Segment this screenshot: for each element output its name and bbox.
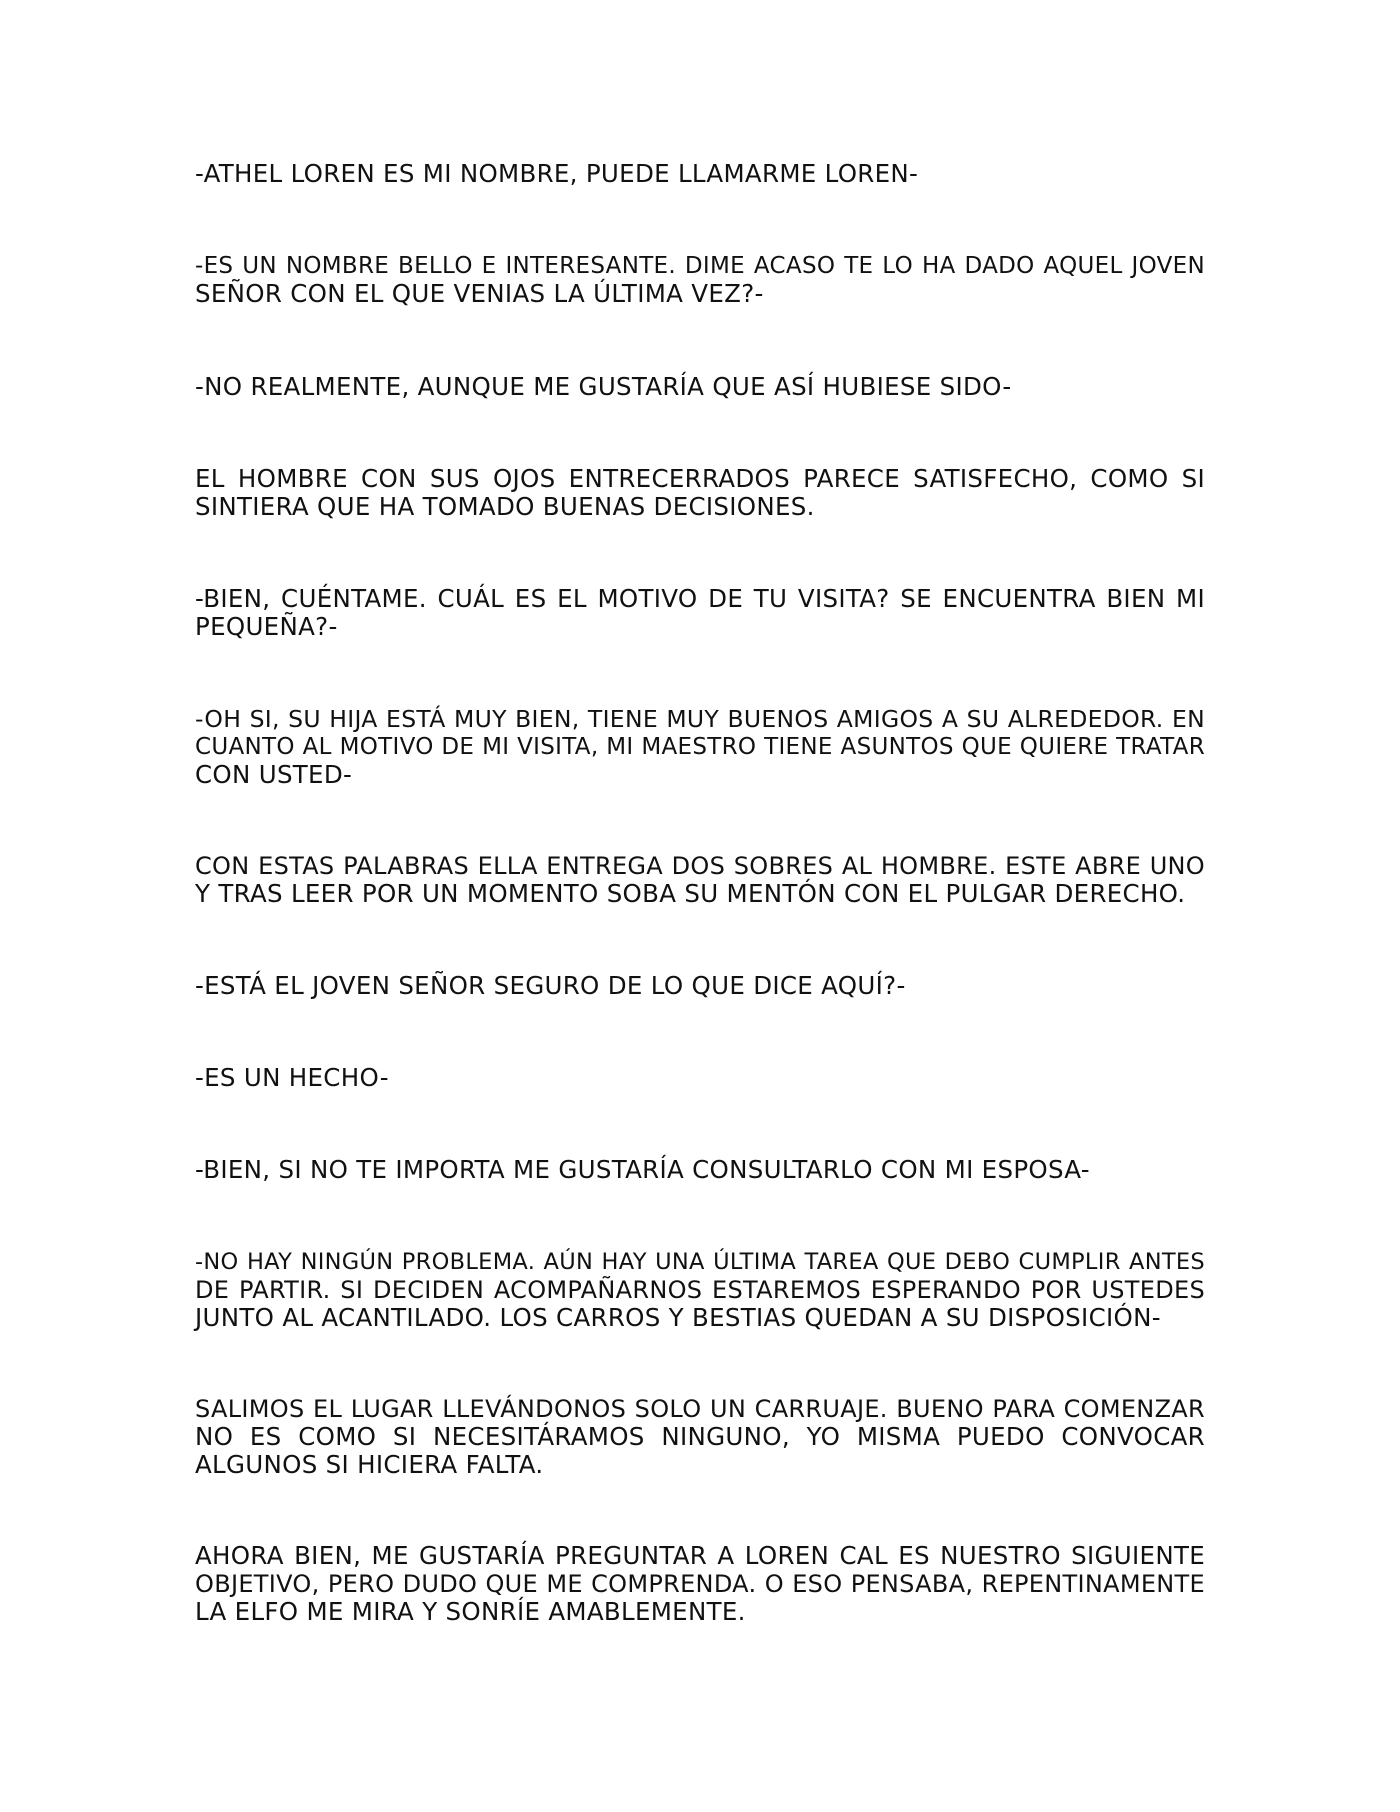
paragraph-line: CUANTO AL MOTIVO DE MI VISITA, MI MAESTRO TIENE ASUNTOS QUE QUIERE TRATAR xyxy=(195,734,1205,760)
paragraph-line: EL HOMBRE CON SUS OJOS ENTRECERRADOS PARECE SATISFECHO, COMO SI xyxy=(195,464,1205,493)
paragraph-4 xyxy=(195,465,1205,521)
paragraph-line: SINTIERA QUE HA TOMADO BUENAS DECISIONES. xyxy=(195,492,815,521)
paragraph-10 xyxy=(195,1156,1205,1184)
paragraph-12 xyxy=(195,1395,1205,1479)
paragraph-line: LA ELFO ME MIRA Y SONRÍE AMABLEMENTE. xyxy=(195,1597,746,1626)
paragraph-line: -ES UN NOMBRE BELLO E INTERESANTE. DIME ACASO TE LO HA DADO AQUEL JOVEN xyxy=(195,253,1205,279)
paragraph-line: SALIMOS EL LUGAR LLEVÁNDONOS SOLO UN CARRUAJE. BUENO PARA COMENZAR xyxy=(195,1395,1205,1423)
paragraph-line: PEQUEÑA?- xyxy=(195,612,338,641)
paragraph-line: OBJETIVO, PERO DUDO QUE ME COMPRENDA. O ESO PENSABA, REPENTINAMENTE xyxy=(195,1570,1205,1598)
paragraph-line: -NO HAY NINGÚN PROBLEMA. AÚN HAY UNA ÚLTIMA TAREA QUE DEBO CUMPLIR ANTES xyxy=(195,1249,1205,1275)
paragraph-line: ALGUNOS SI HICIERA FALTA. xyxy=(195,1450,544,1479)
paragraph-line: AHORA BIEN, ME GUSTARÍA PREGUNTAR A LOREN CAL ES NUESTRO SIGUIENTE xyxy=(195,1541,1205,1570)
paragraph-9 xyxy=(195,1064,1205,1092)
paragraph-8 xyxy=(195,972,1205,1000)
paragraph-5 xyxy=(195,585,1205,641)
paragraph-line: Y TRAS LEER POR UN MOMENTO SOBA SU MENTÓN CON EL PULGAR DERECHO. xyxy=(195,879,1186,908)
paragraph-line: SEÑOR CON EL QUE VENIAS LA ÚLTIMA VEZ?- xyxy=(195,279,764,308)
paragraph-line: -ATHEL LOREN ES MI NOMBRE, PUEDE LLAMARME LOREN- xyxy=(195,159,919,188)
paragraph-3 xyxy=(195,373,1205,401)
paragraph-line: DE PARTIR. SI DECIDEN ACOMPAÑARNOS ESTAREMOS ESPERANDO POR USTEDES xyxy=(195,1276,1205,1304)
paragraph-line: -ESTÁ EL JOVEN SEÑOR SEGURO DE LO QUE DICE AQUÍ?- xyxy=(195,971,906,1000)
paragraph-line: NO ES COMO SI NECESITÁRAMOS NINGUNO, YO MISMA PUEDO CONVOCAR xyxy=(195,1422,1205,1451)
paragraph-line: -OH SI, SU HIJA ESTÁ MUY BIEN, TIENE MUY BUENOS AMIGOS A SU ALREDEDOR. EN xyxy=(195,705,1205,733)
paragraph-2 xyxy=(195,252,1205,308)
paragraph-line: -NO REALMENTE, AUNQUE ME GUSTARÍA QUE ASÍ HUBIESE SIDO- xyxy=(195,372,1012,401)
paragraph-13 xyxy=(195,1542,1205,1626)
paragraph-line: CON ESTAS PALABRAS ELLA ENTREGA DOS SOBRES AL HOMBRE. ESTE ABRE UNO xyxy=(195,852,1205,880)
paragraph-line: -BIEN, CUÉNTAME. CUÁL ES EL MOTIVO DE TU VISITA? SE ENCUENTRA BIEN MI xyxy=(195,584,1205,613)
paragraph-line: JUNTO AL ACANTILADO. LOS CARROS Y BESTIAS QUEDAN A SU DISPOSICIÓN- xyxy=(195,1303,1161,1332)
paragraph-line: CON USTED- xyxy=(195,760,353,789)
paragraph-7 xyxy=(195,852,1205,908)
paragraph-line: -ES UN HECHO- xyxy=(195,1063,389,1092)
paragraph-11 xyxy=(195,1248,1205,1332)
paragraph-line: -BIEN, SI NO TE IMPORTA ME GUSTARÍA CONSULTARLO CON MI ESPOSA- xyxy=(195,1155,1090,1184)
paragraph-1 xyxy=(195,160,1205,188)
paragraph-6 xyxy=(195,705,1205,789)
